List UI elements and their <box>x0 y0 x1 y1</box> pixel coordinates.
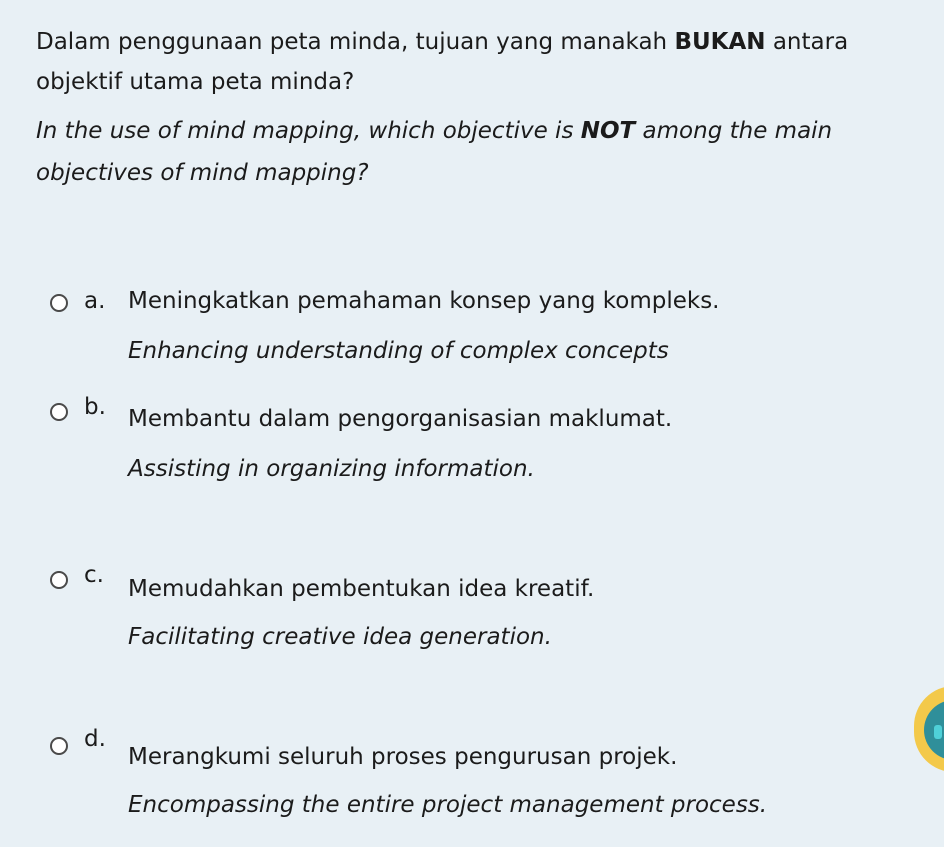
option-b-radio[interactable] <box>50 403 68 421</box>
question-english-part-2: among the main objectives of mind mapping? <box>36 118 833 186</box>
option-c-letter: c. <box>84 562 104 588</box>
option-b-letter: b. <box>84 394 106 420</box>
option-a-letter: a. <box>84 288 106 314</box>
question-text-malay <box>36 22 926 102</box>
option-c-radio[interactable] <box>50 571 68 589</box>
option-a-text-english: Enhancing understanding of complex concepts <box>128 338 669 364</box>
option-c-text-english: Facilitating creative idea generation. <box>128 624 552 650</box>
option-a-text-malay: Meningkatkan pemahaman konsep yang kompleks. <box>128 288 720 314</box>
option-a-radio[interactable] <box>50 294 68 312</box>
option-b-text-malay: Membantu dalam pengorganisasian maklumat. <box>128 406 673 432</box>
option-d-text-malay: Merangkumi seluruh proses pengurusan projek. <box>128 744 678 770</box>
option-d-text-english: Encompassing the entire project management process. <box>128 792 768 818</box>
option-d-letter: d. <box>84 726 106 752</box>
option-c[interactable] <box>50 560 900 660</box>
question-malay-part-2: antara objektif utama peta minda? <box>36 29 849 95</box>
option-a[interactable] <box>50 286 900 366</box>
option-b[interactable] <box>50 392 900 492</box>
option-d[interactable] <box>50 726 900 832</box>
question-block <box>36 22 926 194</box>
question-english-emphasis: NOT <box>580 118 636 144</box>
option-d-radio[interactable] <box>50 737 68 755</box>
question-english-part-1: In the use of mind mapping, which objective is <box>36 118 581 144</box>
floating-widget-dot-icon <box>934 725 942 739</box>
option-c-text-malay: Memudahkan pembentukan idea kreatif. <box>128 576 595 602</box>
question-malay-part-1: Dalam penggunaan peta minda, tujuan yang manakah <box>36 29 675 55</box>
question-malay-emphasis: BUKAN <box>674 29 766 55</box>
option-b-text-english: Assisting in organizing information. <box>128 456 535 482</box>
question-text-english <box>36 110 926 194</box>
